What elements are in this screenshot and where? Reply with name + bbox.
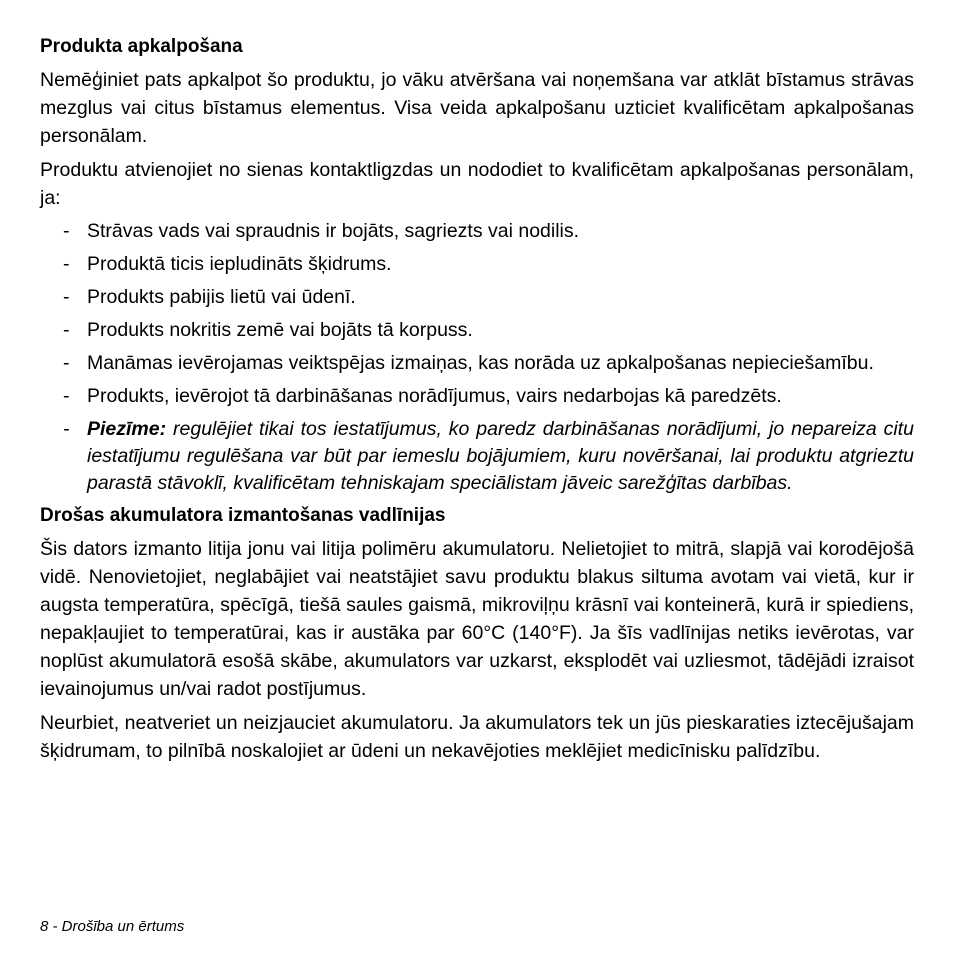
paragraph-battery-leak: Neurbiet, neatveriet un neizjauciet akumulatoru. Ja akumulators tek un jūs pieskaraties iztecējušajam šķidrumam, to pilnībā noskalojiet ar ūdeni un nekavējoties meklējiet medicīnisku palīdzību. — [40, 712, 914, 762]
note-label: Piezīme: — [87, 418, 167, 440]
bullet-dash: - — [63, 319, 70, 341]
bullet-dash: - — [63, 253, 70, 275]
list-item-text: Produkts nokritis zemē vai bojāts tā korpuss. — [87, 319, 473, 341]
list-item — [40, 383, 914, 410]
bullet-dash: - — [63, 286, 70, 308]
list-item — [40, 218, 914, 245]
list-item — [40, 284, 914, 311]
service-conditions-list — [40, 218, 914, 497]
paragraph-battery-usage: Šis dators izmanto litija jonu vai litija polimēru akumulatoru. Nelietojiet to mitrā, slapjā vai korodējošā vidē. Nenovietojiet, neglabājiet vai neatstājiet savu produktu blakus siltuma avotam vai vietā, kur ir augsta temperatūra, spēcīgā, tiešā saules gaismā, mikroviļņu krāsnī vai konteinerā, kurā ir spiediens, nepakļaujiet to temperatūrai, kas ir austāka par 60°C (140°F). Ja šīs vadlīnijas netiks ievērotas, var noplūst akumulatorā esošā skābe, akumulators var uzkarst, eksplodēt vai uzliesmot, tādējādi izraisot ievainojumus un/vai radot postījumus. — [40, 538, 914, 700]
list-item — [40, 317, 914, 344]
document-page — [40, 34, 914, 771]
page-footer: 8 - Drošība un ērtums — [40, 918, 185, 935]
list-item-text: Produkts pabijis lietū vai ūdenī. — [87, 286, 356, 308]
list-item-text: Produkts, ievērojot tā darbināšanas norādījumus, vairs nedarbojas kā paredzēts. — [87, 385, 782, 407]
note-text: regulējiet tikai tos iestatījumus, ko paredz darbināšanas norādījumi, jo nepareiza citu iestatījumu regulēšana var būt par iemeslu bojājumiem, kuru novēršanai, lai produktu atgrieztu parastā stāvoklī, kvalificētam tehniskajam speciālistam jāveic sarežģītas darbības. — [87, 418, 914, 494]
list-item-note — [40, 416, 914, 497]
list-item — [40, 350, 914, 377]
paragraph-service-conditions: Produktu atvienojiet no sienas kontaktligzdas un nododiet to kvalificētam apkalpošanas personālam, ja: — [40, 159, 914, 209]
list-item-text: Strāvas vads vai spraudnis ir bojāts, sagriezts vai nodilis. — [87, 220, 580, 242]
paragraph-service-warning: Nemēģiniet pats apkalpot šo produktu, jo vāku atvēršana vai noņemšana var atklāt bīstamus strāvas mezglus vai citus bīstamus elementus. Visa veida apkalpošanu uzticiet kvalificētam apkalpošanas personālam. — [40, 69, 914, 147]
bullet-dash: - — [63, 220, 70, 242]
bullet-dash: - — [63, 385, 70, 407]
list-item-text: Manāmas ievērojamas veiktspējas izmaiņas, kas norāda uz apkalpošanas nepieciešamību. — [87, 352, 874, 374]
section-heading-product-service: Produkta apkalpošana — [40, 36, 243, 57]
list-item — [40, 251, 914, 278]
section-heading-battery-guidelines: Drošas akumulatora izmantošanas vadlīnijas — [40, 505, 446, 526]
list-item-text: Produktā ticis iepludināts šķidrums. — [87, 253, 392, 275]
bullet-dash: - — [63, 418, 70, 440]
bullet-dash: - — [63, 352, 70, 374]
